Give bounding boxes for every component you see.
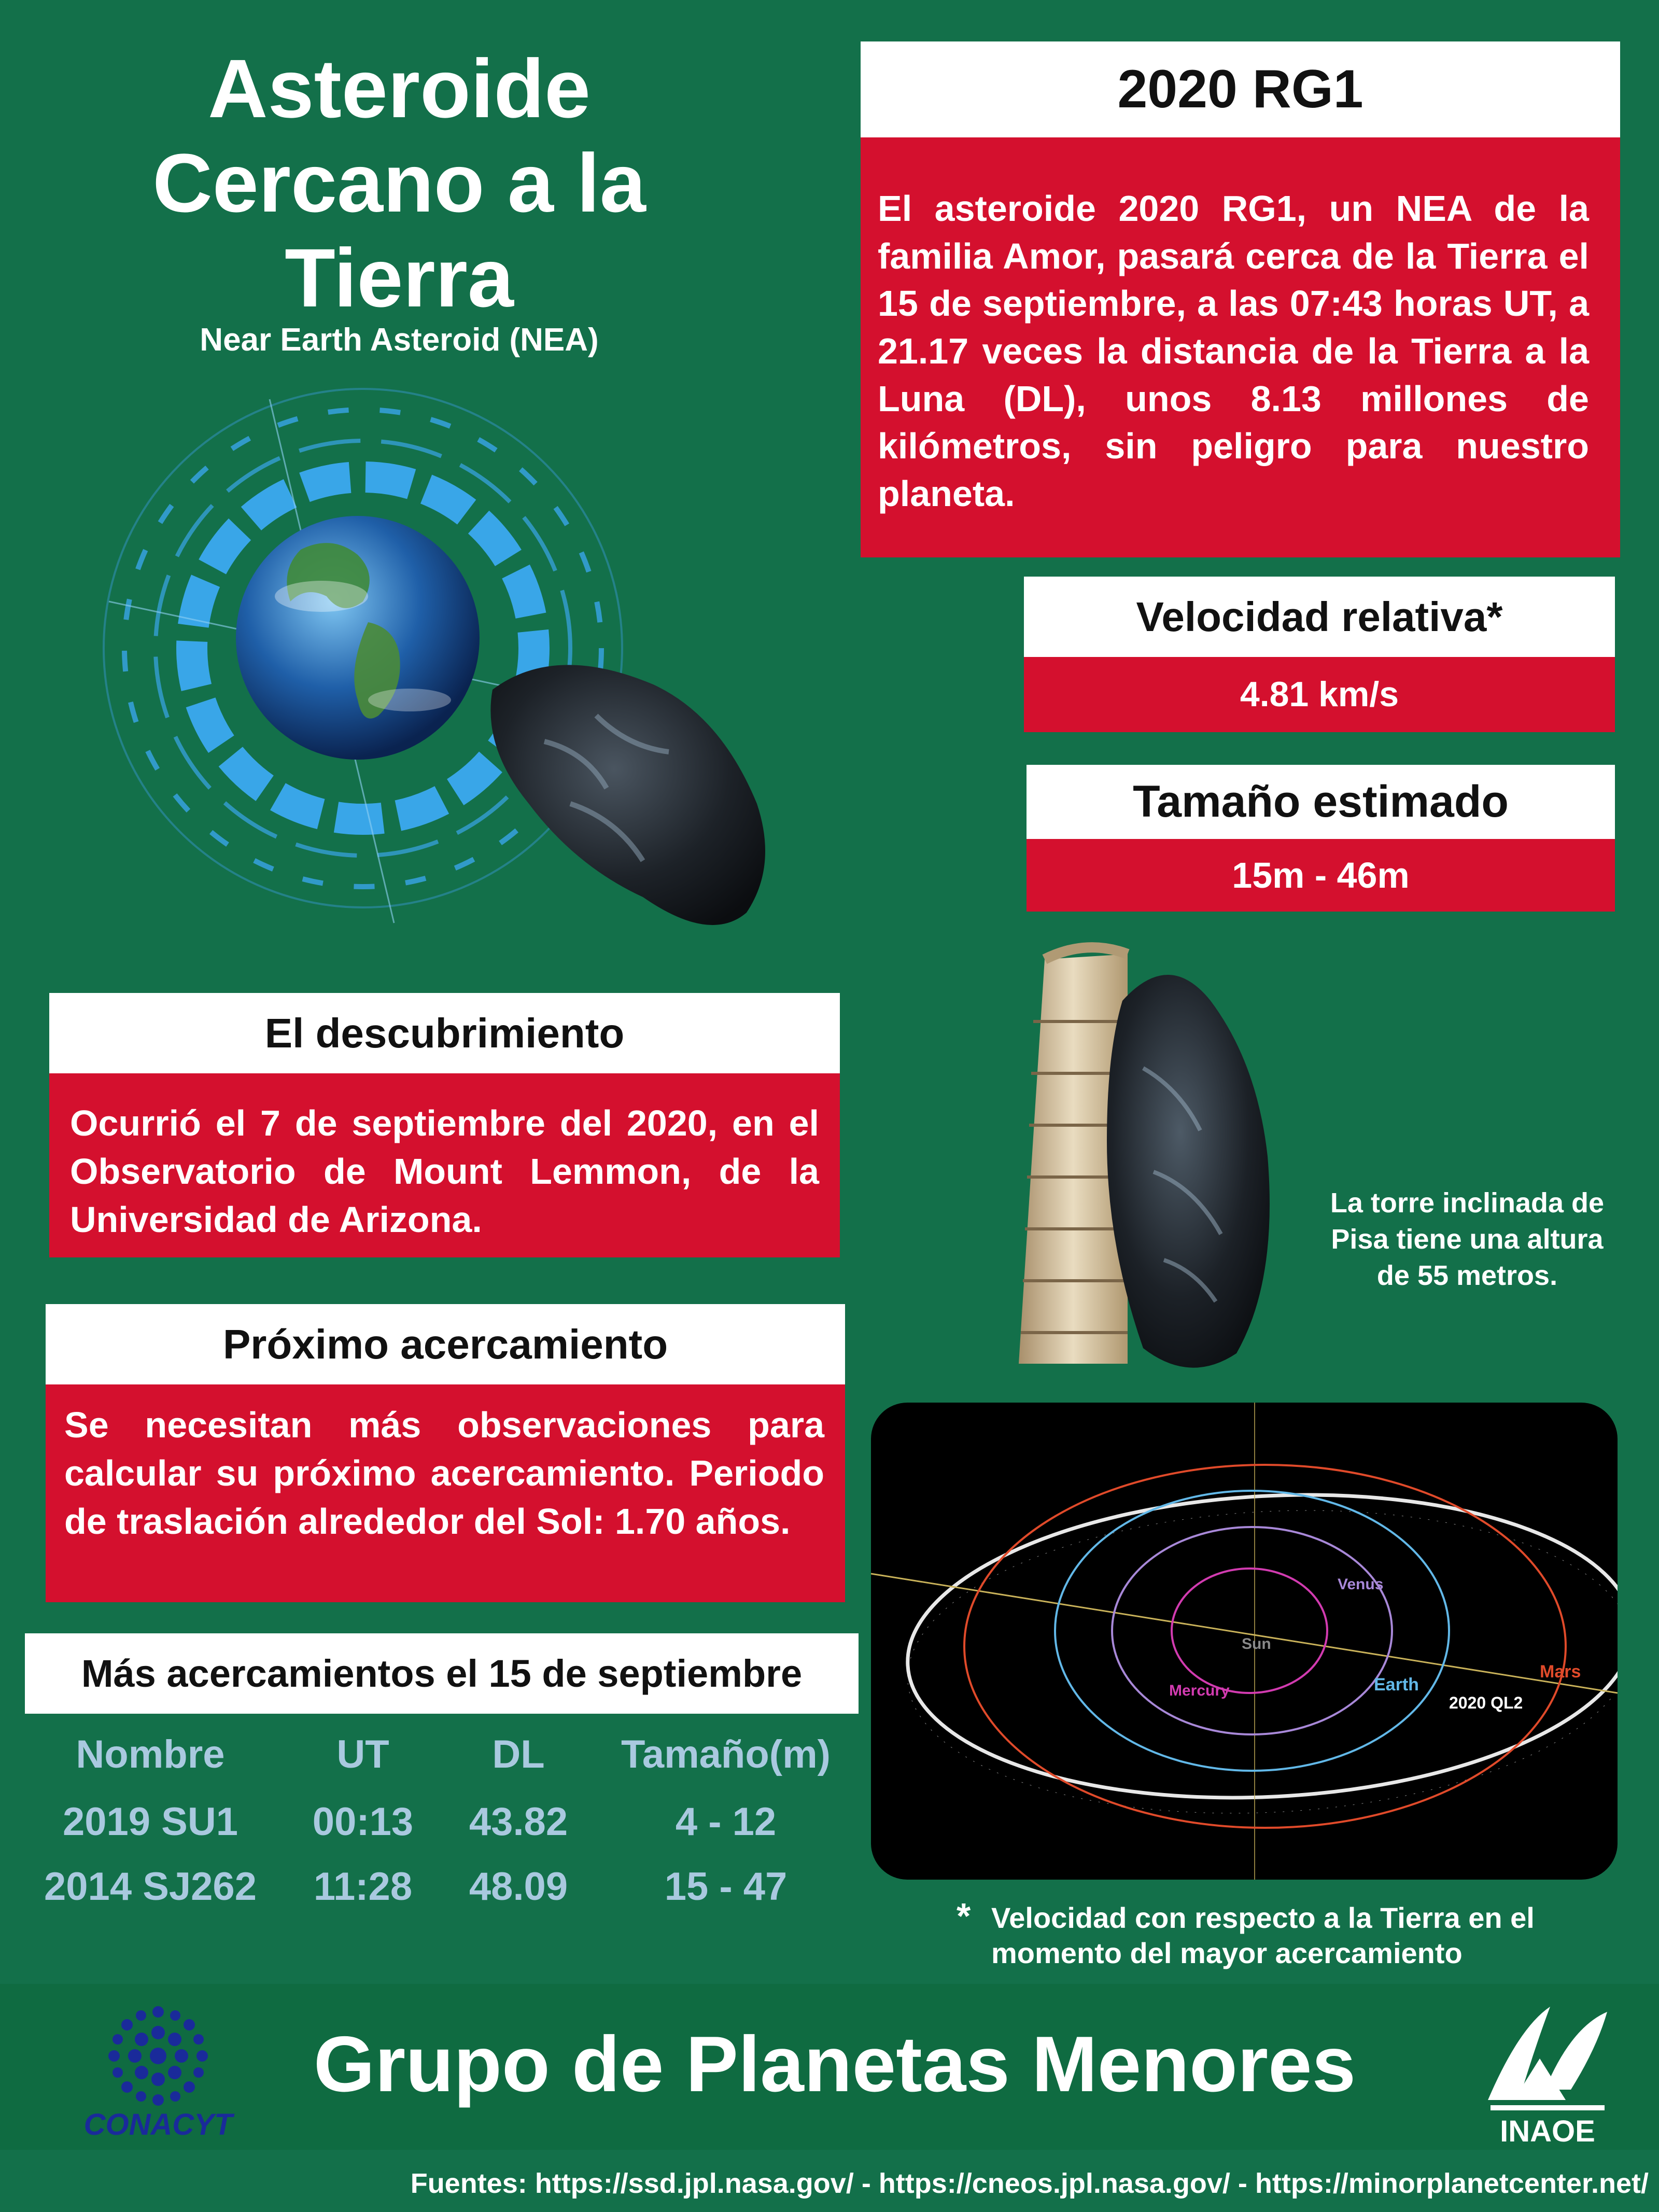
size-value: 15m - 46m [1027, 839, 1615, 912]
earth-label: Earth [1374, 1675, 1419, 1695]
mercury-orbit [1172, 1569, 1327, 1693]
asteroid-rock-small [1107, 975, 1270, 1368]
column-header-ut: UT [336, 1732, 389, 1776]
table-cell-dl: 48.09 [469, 1865, 568, 1909]
table-cell-ut: 00:13 [312, 1800, 414, 1844]
size-label: Tamaño estimado [1027, 765, 1615, 839]
conacyt-label: CONACYT [83, 2108, 233, 2139]
footnote-text: Velocidad con respecto a la Tierra en el momento del mayor acercamiento [991, 1901, 1535, 1970]
velocity-value: 4.81 km/s [1024, 657, 1615, 732]
next-approach-text: Se necesitan más observaciones para calcular su próximo acercamiento. Periodo de traslación alrededor del Sol: 1.70 años. [46, 1384, 845, 1602]
table-cell-name: 2019 SU1 [62, 1800, 238, 1844]
venus-label: Venus [1338, 1576, 1384, 1593]
table-cell-name: 2014 SJ262 [44, 1865, 257, 1909]
earth-asteroid-illustration [78, 379, 855, 985]
earth-globe [236, 516, 480, 760]
title-line-1: Asteroide [208, 42, 591, 135]
sun-axis-line [871, 1574, 1618, 1693]
approaches-table [21, 1732, 861, 1919]
sun-label: Sun [1242, 1635, 1271, 1653]
pisa-caption: La torre inclinada de Pisa tiene una altura de 55 metros. [1330, 1187, 1605, 1292]
title-line-3: Tierra [285, 231, 514, 324]
sources-line: Fuentes: https://ssd.jpl.nasa.gov/ - https://cneos.jpl.nasa.gov/ - https://minorplanetcenter.net/ [410, 2168, 1649, 2199]
pisa-tower-comparison [988, 939, 1283, 1369]
next-approach-heading: Próximo acercamiento [46, 1304, 845, 1384]
column-header-size: Tamaño(m) [621, 1732, 831, 1776]
discovery-heading: El descubrimiento [49, 993, 840, 1073]
inaoe-label: INAOE [1500, 2115, 1595, 2147]
table-cell-size: 15 - 47 [664, 1865, 788, 1909]
orbit-diagram-svg [871, 1403, 1618, 1880]
table-cell-size: 4 - 12 [675, 1800, 777, 1844]
orbit-diagram [871, 1403, 1618, 1880]
conacyt-emblem-dots [108, 2006, 208, 2106]
mars-label: Mars [1540, 1662, 1581, 1682]
page-title [73, 41, 726, 325]
object-label: 2020 QL2 [1449, 1693, 1523, 1712]
group-name: Grupo de Planetas Menores [313, 2020, 1356, 2108]
asteroid-name-header: 2020 RG1 [861, 41, 1620, 137]
title-line-2: Cercano a la [152, 136, 646, 230]
conacyt-logo [73, 1999, 244, 2139]
asteroid-description: El asteroide 2020 RG1, un NEA de la familia Amor, pasará cerca de la Tierra el 15 de septiembre, a las 07:43 horas UT, a 21.17 veces la distancia de la Tierra a la Luna (DL), unos 8.13 millones de kilómetros, sin peligro para nuestro planeta. [861, 137, 1620, 557]
more-approaches-heading: Más acercamientos el 15 de septiembre [25, 1633, 859, 1714]
asteroid-rock [490, 665, 765, 925]
discovery-text: Ocurrió el 7 de septiembre del 2020, en el Observatorio de Mount Lemmon, de la Universidad de Arizona. [49, 1073, 840, 1257]
column-header-name: Nombre [76, 1732, 225, 1776]
venus-orbit [1112, 1527, 1392, 1734]
page-subtitle: Near Earth Asteroid (NEA) [200, 322, 599, 358]
mercury-label: Mercury [1169, 1682, 1230, 1699]
inaoe-logo [1478, 1996, 1618, 2147]
object-orbit [900, 1477, 1618, 1831]
footnote-symbol: * [957, 1896, 971, 1936]
table-cell-ut: 11:28 [313, 1865, 413, 1909]
velocity-label: Velocidad relativa* [1024, 577, 1615, 657]
table-cell-dl: 43.82 [469, 1800, 568, 1844]
inaoe-emblem [1488, 2007, 1607, 2108]
column-header-dl: DL [492, 1732, 545, 1776]
